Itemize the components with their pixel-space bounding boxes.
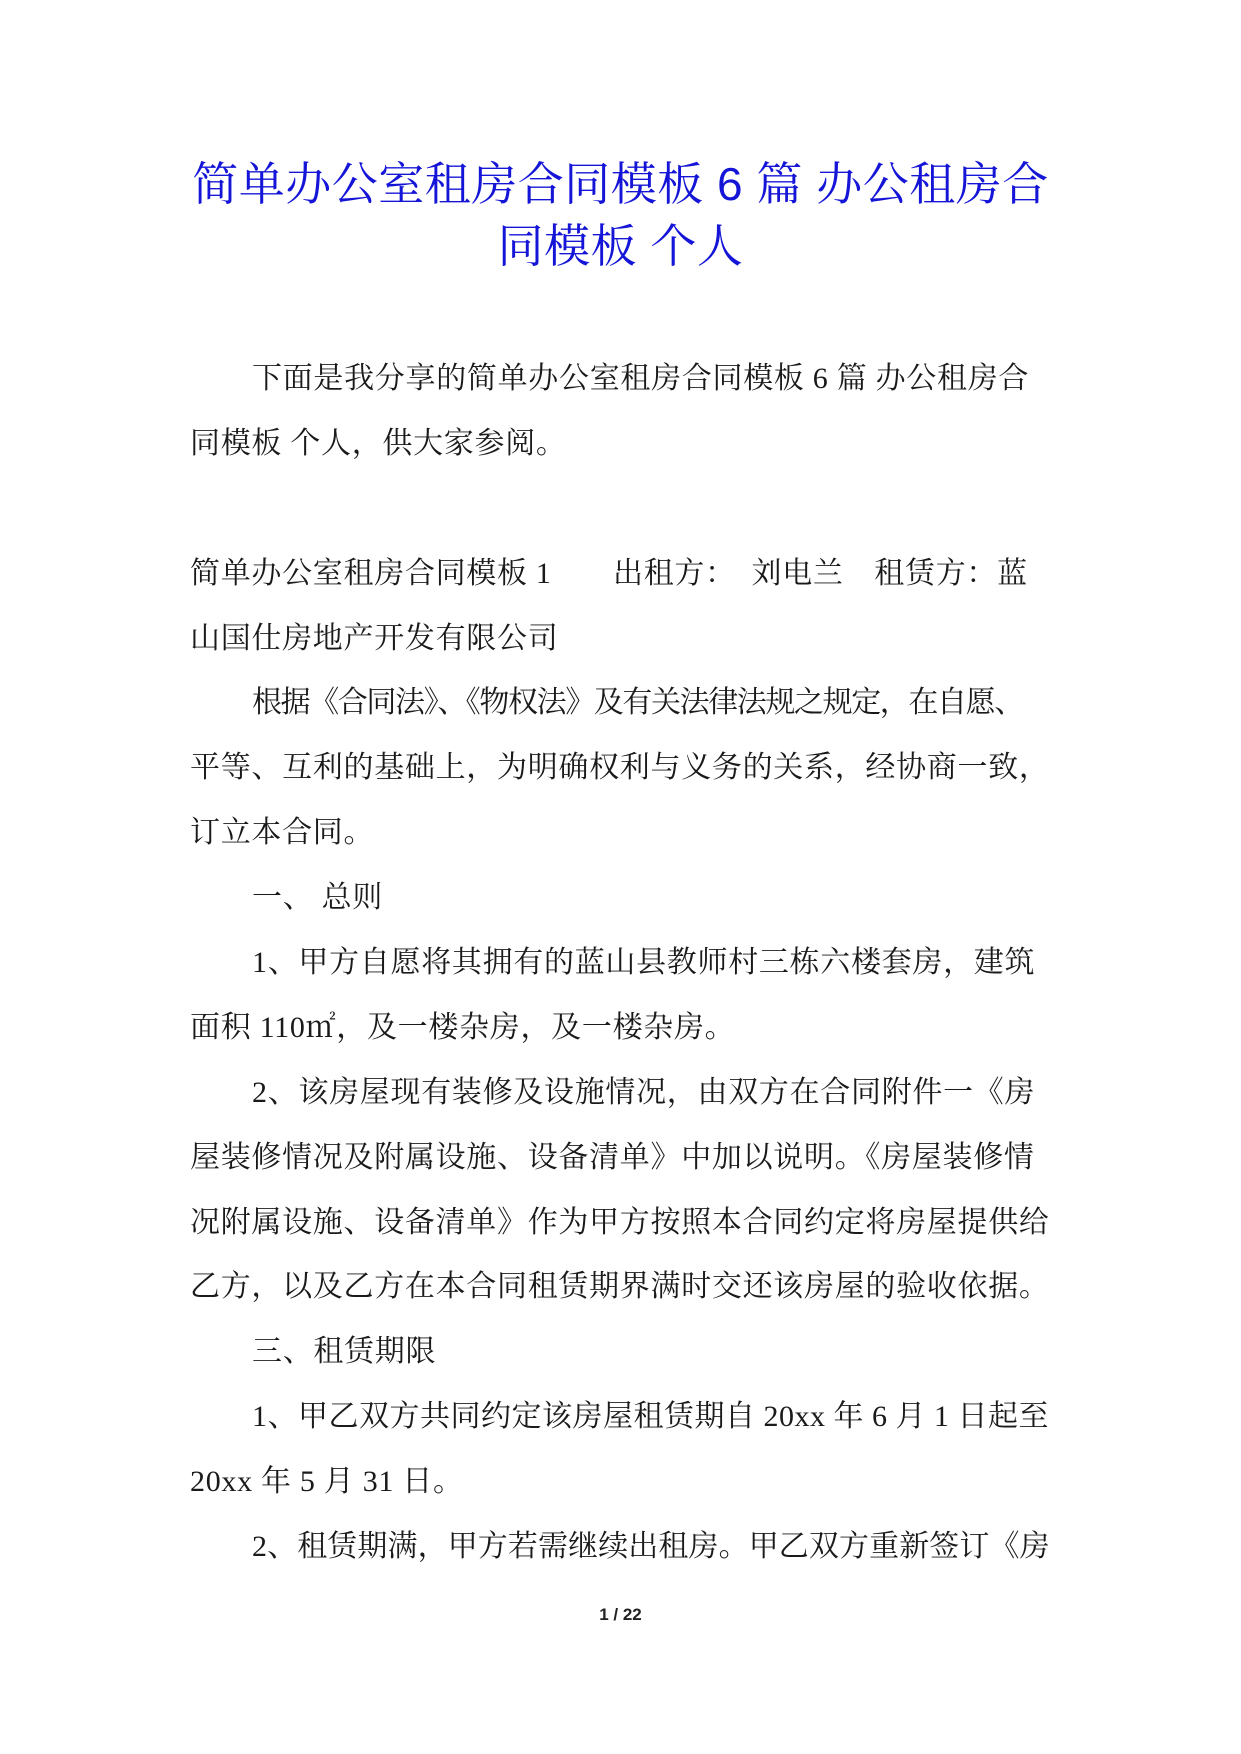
document-body: [190, 347, 1070, 1580]
section-heading-line: 三、租赁期限: [252, 1335, 437, 1369]
section-heading-line: 一、 总则: [252, 881, 383, 915]
paragraph-line: 2、该房屋现有装修及设施情况，由双方在合同附件一《房: [252, 1075, 1036, 1109]
paragraph-line: 1、甲方自愿将其拥有的蓝山县教师村三栋六楼套房，建筑: [252, 946, 1036, 980]
paragraph-line: 平等、互利的基础上，为明确权利与义务的关系，经协商一致，: [190, 751, 1050, 785]
title-line: 同模板 个人: [497, 220, 744, 272]
paragraph-line: 1、甲乙双方共同约定该房屋租赁期自 20xx 年 6 月 1 日起至: [252, 1400, 1049, 1434]
paragraph-line: 根据《合同法》、《物权法》及有关法律法规之规定，在自愿、: [252, 686, 1023, 720]
paragraph-line: 下面是我分享的简单办公室租房合同模板 6 篇 办公租房合: [252, 362, 1030, 395]
paragraph-line: 订立本合同。: [190, 816, 375, 850]
paragraph-preamble: [190, 671, 1070, 866]
section-heading-lease-term: [190, 1320, 1070, 1385]
paragraph-line: 乙方，以及乙方在本合同租赁期界满时交还该房屋的验收依据。: [190, 1270, 1050, 1304]
paragraph-line: 面积 110㎡，及一楼杂房，及一楼杂房。: [190, 1010, 736, 1044]
document-title: [0, 153, 1241, 277]
paragraph-clause-1: [190, 931, 1070, 1061]
section-heading-general: [190, 866, 1070, 931]
paragraph-intro: [190, 347, 1070, 477]
paragraph-term-1: [190, 1385, 1070, 1515]
blank-line: [190, 477, 1070, 542]
paragraph-line: 山国仕房地产开发有限公司: [190, 621, 559, 655]
page-number: 1 / 22: [599, 1605, 642, 1624]
paragraph-parties: [190, 542, 1070, 672]
title-line: 简单办公室租房合同模板 6 篇 办公租房合: [192, 158, 1049, 210]
paragraph-line: 况附属设施、设备清单》作为甲方按照本合同约定将房屋提供给: [190, 1205, 1050, 1239]
paragraph-line: 屋装修情况及附属设施、设备清单》中加以说明。《房屋装修情: [190, 1140, 1035, 1174]
paragraph-line: 20xx 年 5 月 31 日。: [190, 1465, 464, 1499]
paragraph-line: 同模板 个人，供大家参阅。: [190, 426, 567, 460]
paragraph-term-2: [190, 1515, 1070, 1580]
paragraph-clause-2: [190, 1061, 1070, 1321]
paragraph-line: 2、租赁期满，甲方若需继续出租房。甲乙双方重新签订《房: [252, 1530, 1050, 1564]
paragraph-line: 简单办公室租房合同模板 1 出租方： 刘电兰 租赁方：蓝: [190, 556, 1028, 590]
